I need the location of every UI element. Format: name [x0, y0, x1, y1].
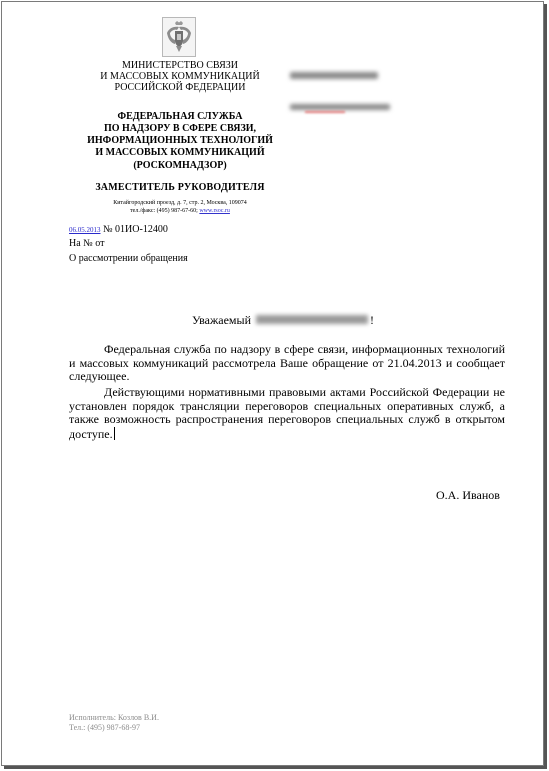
salutation: [192, 313, 374, 328]
redacted-recipient-line: [290, 104, 390, 110]
body-paragraph: Федеральная служба по надзору в сфере связи, информационных технологий и массовых коммуникаций рассмотрела Ваше обращение от 21.04.2013 и сообщает следующее.: [69, 342, 505, 383]
body-paragraph-text: Действующими нормативными правовыми актами Российской Федерации не установлен порядок трансляции переговоров специальных оперативных служб, а также возможность распространения переговоров специальных служб в открытом доступе.: [69, 385, 505, 441]
subject-line: О рассмотрении обращения: [69, 253, 188, 264]
phone-fax: тел./факс: (495) 987-67-60;: [130, 208, 200, 214]
executor-name: Исполнитель: Козлов В.И.: [69, 713, 159, 722]
service-name-line: ИНФОРМАЦИОННЫХ ТЕХНОЛОГИЙ: [87, 135, 273, 146]
service-name-line: (РОСКОМНАДЗОР): [133, 160, 227, 171]
address-line: Китайгородский проезд, д. 7, стр. 2, Москва, 109074: [113, 200, 247, 206]
outgoing-reference: [69, 224, 168, 235]
redacted-name: [256, 315, 368, 324]
service-name-line: ФЕДЕРАЛЬНАЯ СЛУЖБА: [117, 111, 243, 122]
redacted-recipient-line: [290, 72, 378, 79]
ministry-name-line: РОССИЙСКОЙ ФЕДЕРАЦИИ: [114, 82, 246, 93]
signatory-name: О.А. Иванов: [436, 488, 500, 502]
salutation-prefix: Уважаемый: [192, 313, 251, 327]
contact-line: [60, 207, 300, 215]
ministry-name-line: И МАССОВЫХ КОММУНИКАЦИЙ: [100, 71, 260, 82]
salutation-suffix: !: [370, 313, 374, 327]
document-number: № 01ИО-12400: [103, 224, 168, 235]
body-paragraph-2: [69, 386, 505, 441]
redaction-artifact: [305, 111, 345, 113]
reply-to-reference: На № от: [69, 238, 105, 249]
service-name-line: ПО НАДЗОРУ В СФЕРЕ СВЯЗИ,: [103, 123, 257, 134]
position-title: ЗАМЕСТИТЕЛЬ РУКОВОДИТЕЛЯ: [95, 182, 265, 193]
text-cursor: [114, 427, 115, 440]
website-link[interactable]: www.rsoc.ru: [199, 208, 230, 214]
ministry-name-line: МИНИСТЕРСТВО СВЯЗИ: [121, 60, 239, 71]
service-name-line: И МАССОВЫХ КОММУНИКАЦИЙ: [95, 147, 265, 158]
executor-phone: Тел.: (495) 987-68-97: [69, 723, 141, 732]
coat-of-arms-icon: [162, 17, 196, 57]
document-date: 06.05.2013: [69, 226, 101, 234]
